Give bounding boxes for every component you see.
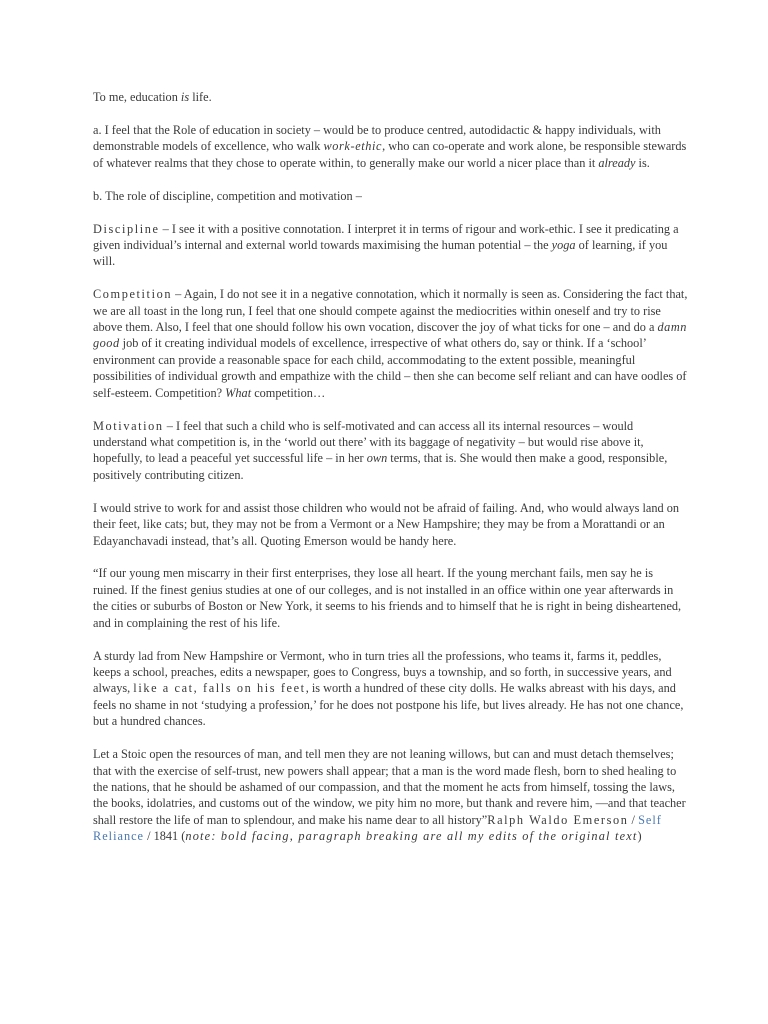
self-reliance-link[interactable]: Self Reliance [93, 812, 662, 844]
paragraph-quote-start [93, 565, 688, 631]
section-label: Discipline [93, 221, 160, 236]
paragraph-stoic [93, 746, 688, 844]
emphasis: yoga [551, 237, 576, 252]
paragraph-discipline [93, 221, 688, 270]
text-run: is. [635, 155, 650, 170]
text-run: , is worth a hundred of these city dolls. He walks abreast with his days, and feels no shame in not ‘studying a profession,’ for he does not postpone his life, but lives already. He has not one chance, but a hundred chances. [93, 681, 684, 729]
paragraph-motivation [93, 418, 688, 484]
text-run: – Again, I do not see it in a negative connotation, which it normally is seen as. Considering the fact that, we are all toast in the long run, I feel that one should compete against the mediocrities within oneself and try to rise above them. Also, I feel that one should follow his own vocation, discover the joy of what ticks for one – and do a [93, 287, 688, 335]
paren: ) [637, 829, 642, 844]
paragraph-sturdy-lad [93, 648, 688, 730]
text-run: b. The role of discipline, competition and motivation – [93, 188, 362, 203]
text-run: I would strive to work for and assist those children who would not be afraid of failing. And, who would always land on their feet, like cats; but, they may not be from a Vermont or a New Hampshire; they may be from a Morattandi or an Edayanchavadi instead, that’s all. Quoting Emerson would be handy here. [93, 500, 680, 548]
text-run: of learning, if you will. [93, 237, 668, 269]
paragraph-competition [93, 286, 688, 401]
spaced-emphasis: like a cat, falls on his feet [133, 681, 306, 696]
section-label: Motivation [93, 418, 164, 433]
section-label: Competition [93, 287, 173, 302]
text-run: – I see it with a positive connotation. I interpret it in terms of rigour and work-ethic. I see it predicating a given individual’s internal and external world towards maximising the human potential – the [93, 221, 679, 252]
text-run: a. I feel that the Role of education in society – would be to produce centred, autodidactic & happy individuals, with demonstrable models of excellence, who walk [93, 122, 661, 154]
text-run: A sturdy lad from New Hampshire or Vermont, who in turn tries all the professions, who teams it, farms it, peddles, keeps a school, preaches, edits a newspaper, goes to Congress, buys a township, and so forth, in successive years, and always, [93, 648, 672, 696]
separator: / [628, 812, 639, 827]
text-run: competition… [251, 385, 326, 400]
year: 1841 [153, 829, 179, 844]
text-run: job of it creating individual models of excellence, irrespective of what others do, say or think. If a ‘school’ environment can provide a reasonable space for each child, accommodating to the extent possible, meaningful possibilities of individual growth and empathize with the child – then she can become self reliant and can have oodles of self-esteem. Competition? [93, 336, 687, 400]
paren: ( [178, 829, 186, 844]
paragraph-strive [93, 500, 688, 549]
emphasis: damn good [93, 320, 687, 351]
paragraph-heading-b [93, 188, 688, 204]
text-run: , who can co-operate and work alone, be responsible stewards of whatever realms that they chose to operate within, to generally make our world a nicer place than it [93, 139, 687, 170]
text-run: – I feel that such a child who is self-motivated and can access all its internal resources – would understand what competition is, in the ‘world out there’ with its baggage of negativity – but would rise above it, hopefully, to lead a peaceful yet successful life – in her [93, 418, 644, 466]
separator: / [144, 829, 154, 844]
editor-note: note: bold facing, paragraph breaking are all my edits of the original text [185, 829, 638, 844]
intro-line [93, 89, 688, 105]
text-run: “If our young men miscarry in their first enterprises, they lose all heart. If the young merchant fails, men say he is ruined. If the finest genius studies at one of our colleges, and is not installed in an office within one year afterwards in the cities or suburbs of Boston or New York, it seems to his friends and to himself that he is right in being disheartened, and in complaining the rest of his life. [93, 566, 682, 630]
text-run: Let a Stoic open the resources of man, and tell men they are not leaning willows, but can and must detach themselves; that with the exercise of self-trust, new powers shall appear; that a man is the word made flesh, born to shed healing to the nations, that he should be ashamed of our compassion, and that the moment he acts from himself, tossing the laws, the books, idolatries, and customs out of the window, we pity him no more, but thank and revere him, —and that teacher shall restore the life of man to splendour, and make his name dear to all history” [93, 747, 686, 827]
emphasis: work-ethic [323, 139, 383, 154]
text-run: life. [189, 90, 212, 104]
paragraph-role-of-education [93, 122, 688, 171]
emphasis: is [180, 90, 190, 104]
text-run: To me, education [93, 90, 181, 104]
emphasis: own [366, 451, 388, 466]
emphasis: already [598, 155, 636, 170]
text-run: terms, that is. She would then make a good, responsible, positively contributing citizen. [93, 451, 668, 482]
author-name: Ralph Waldo Emerson [487, 812, 629, 827]
emphasis: What [225, 385, 252, 400]
